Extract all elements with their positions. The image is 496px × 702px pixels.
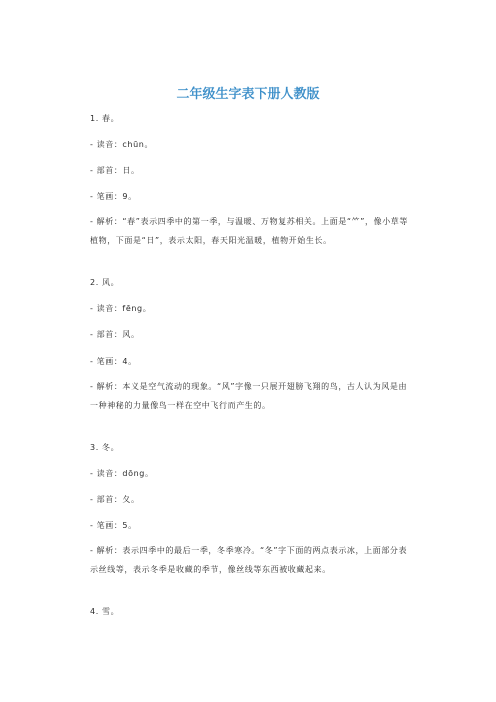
item-analysis: - 解析：表示四季中的最后一季，冬季寒冷。“冬”字下面的两点表示冰，上面部分表示丝线等，表示冬季是收藏的季节，像丝线等东西被收藏起来。	[90, 546, 408, 574]
item-heading: 2. 风。	[90, 278, 120, 287]
item-heading: 4. 雪。	[90, 607, 120, 616]
item-strokes: - 笔画：4。	[90, 357, 137, 366]
item-analysis: - 解析：“春”表示四季中的第一季，与温暖、万物复苏相关。上面是“⺮”，像小草等植物，下面是“日”，表示太阳，春天阳光温暖，植物开始生长。	[90, 217, 409, 245]
item-radical: - 部首：夂。	[90, 495, 140, 504]
page-title: 二年级生字表下册人教版	[176, 87, 320, 102]
item-reading: - 读音：fēng。	[90, 304, 152, 313]
item-radical: - 部首：日。	[90, 166, 140, 175]
item-strokes: - 笔画：9。	[90, 192, 137, 201]
item-reading: - 读音：chūn。	[90, 140, 154, 149]
item-analysis: - 解析：本义是空气流动的现象。“风”字像一只展开翅膀飞翔的鸟，古人认为风是由一种神秘的力量像鸟一样在空中飞行而产生的。	[90, 382, 408, 410]
item-strokes: - 笔画：5。	[90, 521, 137, 530]
item-heading: 3. 冬。	[90, 443, 120, 452]
item-heading: 1. 春。	[90, 114, 120, 123]
item-radical: - 部首：风。	[90, 330, 140, 339]
item-reading: - 读音：dōng。	[90, 469, 154, 478]
